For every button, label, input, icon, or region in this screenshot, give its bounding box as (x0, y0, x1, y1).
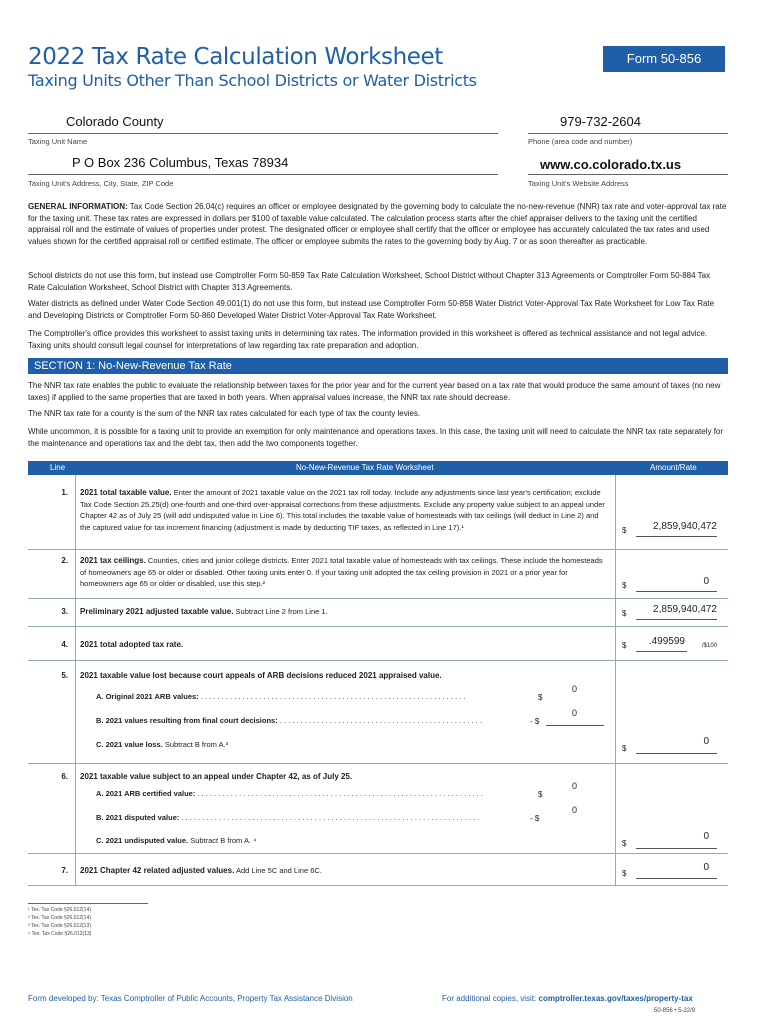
line-2-title: 2021 tax ceilings. (80, 556, 146, 565)
line-5b-underline (546, 725, 604, 726)
line-6a-dollar: $ (538, 790, 543, 799)
phone-field[interactable]: 979-732-2604 (560, 114, 641, 129)
line-5-title: 2021 taxable value lost because court appeals of ARB decisions reduced 2021 appraised value. (80, 671, 442, 680)
section-1-heading: SECTION 1: No-New-Revenue Tax Rate (28, 358, 728, 374)
footnote-3: ³ Tex. Tax Code §26.012(13) (28, 923, 91, 929)
column-worksheet-header: No-New-Revenue Tax Rate Worksheet (296, 463, 434, 472)
line-6-number: 6. (61, 772, 68, 781)
line-2-amount[interactable] (622, 576, 717, 594)
line-4-number: 4. (61, 640, 68, 649)
line-2-value: 0 (703, 576, 709, 587)
line-7-amount[interactable] (622, 862, 717, 880)
footnote-2: ² Tex. Tax Code §26.012(14) (28, 915, 91, 921)
section-1-paragraph-1: The NNR tax rate enables the public to evaluate the relationship between taxes for the prior year and for the current year based on a tax rate that would produce the same amount of taxes (no new taxes) if applied to the same properties that are taxed in both years. When appraisal values increase, the NNR tax rate should decrease. (28, 381, 721, 402)
line-1-text: Enter the amount of 2021 taxable value on the 2021 tax roll today. Include any adjustments since last year's certification; exclude Tax Code Section 25.25(d) one-fourth and one-third over-appraisal corrections from these adjustments. Exclude any property value subject to an appeal under Chapter 42 as of July 25 (will add undisputed value in Line 6). This total includes the taxable value of homesteads with tax ceilings (will deduct in Line 2) and the captured value for tax increment financing (adjustment is made by deducting TIF taxes, as reflected in Line 17).¹ (80, 488, 605, 532)
line-5c-label (96, 740, 546, 749)
line-5c-dollar: $ (622, 744, 627, 753)
row-divider (28, 626, 728, 627)
form-revision-code: 50-856 • 5-22/9 (654, 1008, 696, 1014)
line-2-underline (636, 591, 717, 592)
line-3-amount[interactable] (622, 604, 717, 622)
line-5a-dollar: $ (538, 693, 543, 702)
line-2-description (80, 555, 610, 590)
website-field[interactable]: www.co.colorado.tx.us (540, 157, 682, 172)
line-7-dollar: $ (622, 869, 627, 878)
page-title: 2022 Tax Rate Calculation Worksheet (28, 44, 443, 70)
line-4-title: 2021 total adopted tax rate. (80, 640, 184, 649)
line-1-amount[interactable] (622, 521, 717, 539)
line-5a-title: A. Original 2021 ARB values: (96, 692, 199, 701)
line-3-value: 2,859,940,472 (653, 604, 717, 615)
row-divider (28, 853, 728, 854)
line-5a-label: A. Original 2021 ARB values: . . . . . . . . . . . . . . . . . . . . . . . . . . . . . . . . . . . . . . . . . . . . . . . . . . . . . . . . . . . . . . . . (96, 692, 466, 701)
line-2-dollar: $ (622, 581, 627, 590)
line-5c-title: C. 2021 value loss. (96, 740, 163, 749)
line-5a-value: 0 (572, 684, 578, 694)
line-2-number: 2. (61, 556, 68, 565)
line-6a-label: A. 2021 ARB certified value: . . . . . . . . . . . . . . . . . . . . . . . . . . . . . . . . . . . . . . . . . . . . . . . . . . . . . . . . . . . . . . . . . . . . . (96, 789, 483, 798)
address-field[interactable]: P O Box 236 Columbus, Texas 78934 (72, 155, 289, 170)
footer-copies-link[interactable]: comptroller.texas.gov/taxes/property-tax (538, 994, 693, 1003)
line-4-dollar: $ (622, 641, 627, 650)
line-5-description (80, 670, 610, 682)
line-5b-label: B. 2021 values resulting from final court decisions: . . . . . . . . . . . . . . . . . . . . . . . . . . . . . . . . . . . . . . . . . . . . . . . . . (96, 716, 482, 725)
table-divider-right (615, 475, 616, 885)
row-divider (28, 763, 728, 764)
line-4-value: .499599 (648, 636, 685, 647)
line-7-text: Add Line 5C and Line 6C. (235, 866, 322, 875)
line-6b-dollar: - $ (530, 814, 540, 823)
form-number-badge: Form 50-856 (603, 46, 725, 72)
line-3-dollar: $ (622, 609, 627, 618)
taxing-unit-name-label: Taxing Unit Name (28, 137, 88, 146)
column-line-header: Line (50, 463, 66, 472)
footer-copies (442, 994, 693, 1003)
line-4-amount[interactable] (622, 636, 717, 654)
row-divider (28, 549, 728, 550)
column-amount-header: Amount/Rate (650, 463, 697, 472)
section-1-paragraph-2: The NNR tax rate for a county is the sum of the NNR tax rates calculated for each type of tax the county levies. (28, 409, 421, 418)
line-3-title: Preliminary 2021 adjusted taxable value. (80, 607, 234, 616)
section-1-paragraph-3: While uncommon, it is possible for a taxing unit to provide an exemption for only maintenance and operations taxes. In this case, the taxing unit will need to calculate the NNR tax rate separately for the maintenance and operations tax and the debt tax, then add the two components together. (28, 427, 724, 448)
website-label: Taxing Unit's Website Address (528, 179, 629, 188)
line-6c-amount[interactable] (622, 831, 717, 849)
page-subtitle: Taxing Units Other Than School Districts or Water Districts (28, 71, 477, 90)
line-6-title: 2021 taxable value subject to an appeal under Chapter 42, as of July 25. (80, 772, 353, 781)
line-7-underline (636, 878, 717, 879)
line-6c-underline (636, 848, 717, 849)
line-6b-title: B. 2021 disputed value: (96, 813, 180, 822)
line-6b-label: B. 2021 disputed value: . . . . . . . . . . . . . . . . . . . . . . . . . . . . . . . . . . . . . . . . . . . . . . . . . . . . . . . . . . . . . . . . . . . . . . . . (96, 813, 480, 822)
line-5b-value: 0 (572, 708, 578, 718)
line-5c-underline (636, 753, 717, 754)
footnote-rule (28, 903, 148, 904)
general-information-text: Tax Code Section 26.04(c) requires an officer or employee designated by the governing body to calculate the no-new-revenue (NNR) tax rate and voter-approval tax rate for the taxing unit. These tax rates are expressed in dollars per $100 of taxable value calculated. The calculation process starts after the chief appraiser delivers to the taxing unit the certified appraisal roll and the estimate of values of properties under protest. The designated officer or employee shall certify that the officer or employee has accurately calculated the tax rates and used values shown for the certified appraisal roll or certified estimate. The officer or employee submits the rates to the governing body by Aug. 7 or as soon thereafter as practicable. (28, 202, 727, 246)
table-divider-left (75, 475, 76, 885)
line-6c-label (96, 836, 546, 845)
line-6-description (80, 771, 610, 783)
address-rule (28, 174, 498, 175)
line-1-dollar: $ (622, 526, 627, 535)
line-4-underline (636, 651, 687, 652)
address-label: Taxing Unit's Address, City, State, ZIP Code (28, 179, 174, 188)
footer-developer: Form developed by: Texas Comptroller of Public Accounts, Property Tax Assistance Division (28, 994, 353, 1003)
line-2-text: Counties, cities and junior college districts. Enter 2021 total taxable value of homesteads with tax ceilings. These include the homesteads of homeowners age 65 or older or disabled. Other taxing units enter 0. If your taxing unit adopted the tax ceiling provision in 2021 or a prior year for homeowners age 65 or older or disabled, use this step.² (80, 556, 603, 588)
line-5b-title: B. 2021 values resulting from final court decisions: (96, 716, 278, 725)
line-1-underline (636, 536, 717, 537)
line-7-value: 0 (703, 862, 709, 873)
line-3-description (80, 606, 610, 618)
school-districts-paragraph: School districts do not use this form, but instead use Comptroller Form 50-859 Tax Rate Calculation Worksheet, School District without Chapter 313 Agreements or Comptroller Form 50-884 Tax Rate Calculation Worksheet, School District with Chapter 313 Agreements. (28, 271, 711, 292)
line-7-number: 7. (61, 866, 68, 875)
line-5c-amount[interactable] (622, 736, 717, 754)
line-1-title: 2021 total taxable value. (80, 488, 172, 497)
phone-rule (528, 133, 728, 134)
line-1-description (80, 487, 610, 533)
line-3-number: 3. (61, 607, 68, 616)
water-districts-paragraph: Water districts as defined under Water Code Section 49.001(1) do not use this form, but instead use Comptroller Form 50-858 Water District Voter-Approval Tax Rate Worksheet for Low Tax Rate and Developing Districts or Comptroller Form 50-860 Developed Water District Voter-Approval Tax Rate Worksheet. (28, 299, 715, 320)
line-7-title: 2021 Chapter 42 related adjusted values. (80, 866, 235, 875)
footer-copies-prefix: For additional copies, visit: (442, 994, 539, 1003)
line-6a-value: 0 (572, 781, 578, 791)
line-6b-value: 0 (572, 805, 578, 815)
line-6c-dollar: $ (622, 839, 627, 848)
line-5c-value: 0 (703, 736, 709, 747)
phone-label: Phone (area code and number) (528, 137, 633, 146)
taxing-unit-name-rule (28, 133, 498, 134)
line-7-description (80, 865, 610, 877)
line-4-description (80, 639, 610, 651)
line-1-number: 1. (61, 488, 68, 497)
line-6c-text: Subtract B from A. ⁴ (190, 836, 257, 845)
line-4-unit: /$100 (701, 643, 717, 649)
worksheet-table-header (28, 461, 728, 475)
footnote-4: ⁴ Tex. Tax Code §26.012(13) (28, 931, 92, 937)
taxing-unit-name-field[interactable]: Colorado County (66, 114, 164, 129)
website-rule (528, 174, 728, 175)
general-information-paragraph (28, 201, 728, 247)
row-divider (28, 660, 728, 661)
row-divider (28, 885, 728, 886)
line-5c-text: Subtract B from A.³ (164, 740, 229, 749)
footnote-1: ¹ Tex. Tax Code §26.012(14) (28, 907, 91, 913)
line-6c-title: C. 2021 undisputed value. (96, 836, 189, 845)
row-divider (28, 598, 728, 599)
general-information-lead: GENERAL INFORMATION: (28, 202, 128, 211)
line-6c-value: 0 (703, 831, 709, 842)
line-5-number: 5. (61, 671, 68, 680)
line-6a-title: A. 2021 ARB certified value: (96, 789, 196, 798)
line-1-value: 2,859,940,472 (653, 521, 717, 532)
line-3-text: Subtract Line 2 from Line 1. (235, 607, 328, 616)
line-5b-dollar: - $ (530, 717, 540, 726)
line-3-underline (636, 619, 717, 620)
comptroller-paragraph: The Comptroller's office provides this worksheet to assist taxing units in determining tax rates. The information provided in this worksheet is offered as technical assistance and not legal advice. Taxing units should consult legal counsel for interpretations of law regarding tax rate preparation and adoption. (28, 329, 708, 350)
